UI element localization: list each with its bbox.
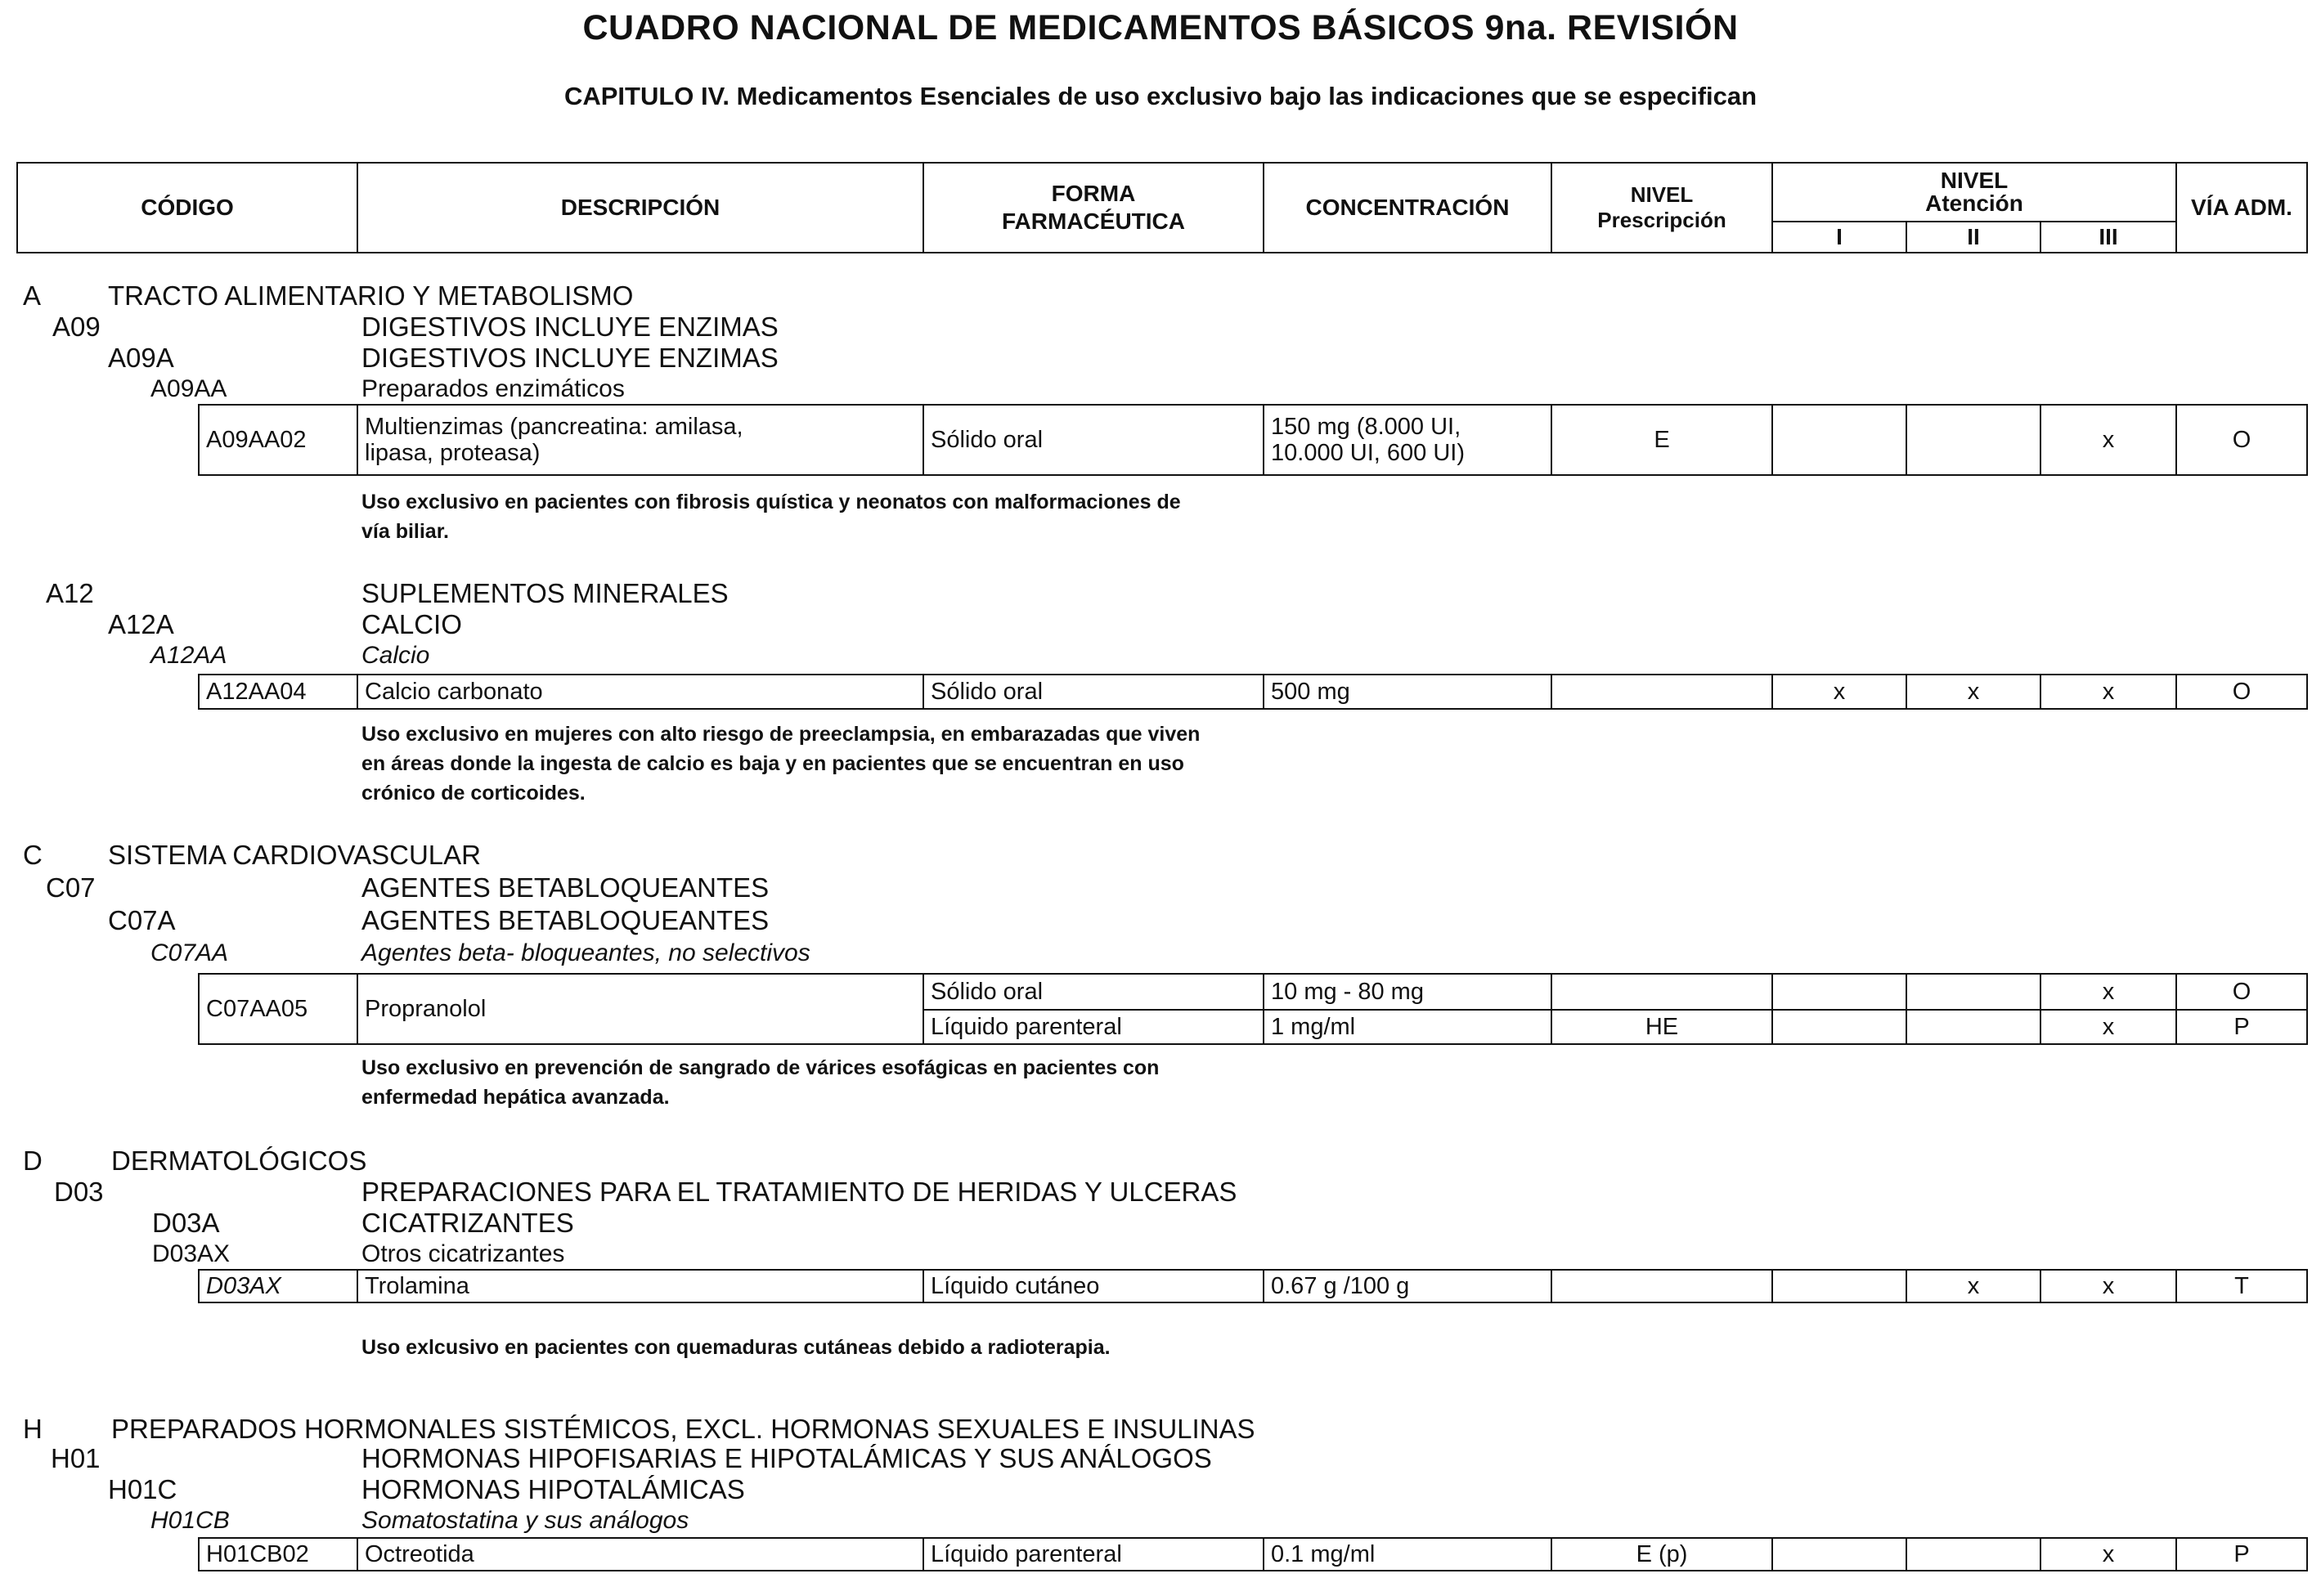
usage-note: enfermedad hepática avanzada. [361, 1086, 670, 1109]
row-via: P [2175, 1537, 2308, 1571]
row-description-line2: lipasa, proteasa) [365, 440, 541, 466]
row-concentracion: 0.1 mg/ml [1263, 1537, 1552, 1571]
subgroup-name: AGENTES BETABLOQUEANTES [361, 905, 770, 935]
chemical-code: C07AA [150, 939, 229, 966]
row-via: P [2175, 1009, 2308, 1045]
row-level-iii: x [2040, 1269, 2177, 1303]
row-code: D03AX [198, 1269, 358, 1303]
row-level-ii: x [1906, 1269, 2041, 1303]
section-letter: D [23, 1145, 43, 1176]
row-level-iii: x [2040, 404, 2177, 476]
subgroup-code: A12A [108, 609, 174, 639]
row-code: A12AA04 [198, 674, 358, 710]
header-level-iii: III [2040, 221, 2177, 253]
subgroup-code: H01C [108, 1474, 177, 1504]
usage-note: crónico de corticoides. [361, 782, 586, 805]
group-code: D03 [54, 1177, 104, 1207]
chemical-code: H01CB [150, 1507, 230, 1534]
group-name: PREPARACIONES PARA EL TRATAMIENTO DE HERIDAS Y ULCERAS [361, 1177, 1237, 1207]
header-forma-line2: FARMACÉUTICA [1002, 208, 1185, 234]
row-description [357, 404, 924, 476]
row-concentracion [1263, 404, 1552, 476]
subgroup-name: HORMONAS HIPOTALÁMICAS [361, 1474, 745, 1504]
row-level-i [1771, 1537, 1907, 1571]
row-level-i [1771, 404, 1907, 476]
group-code: C07 [46, 872, 96, 903]
group-name: DIGESTIVOS INCLUYE ENZIMAS [361, 312, 779, 342]
subgroup-code: A09A [108, 343, 174, 373]
row-prescripcion: E [1551, 404, 1773, 476]
group-code: H01 [51, 1443, 101, 1473]
row-level-iii: x [2040, 1009, 2177, 1045]
row-level-i [1771, 1269, 1907, 1303]
row-forma: Sólido oral [923, 674, 1264, 710]
row-description: Octreotida [357, 1537, 924, 1571]
header-nivel-presc-line1: NIVEL [1630, 182, 1694, 207]
group-name: AGENTES BETABLOQUEANTES [361, 872, 770, 903]
row-code: H01CB02 [198, 1537, 358, 1571]
header-nivel-at-line1: NIVEL [1940, 168, 2009, 193]
header-level-ii: II [1906, 221, 2041, 253]
section-name: TRACTO ALIMENTARIO Y METABOLISMO [108, 280, 634, 311]
subgroup-name: CALCIO [361, 609, 462, 639]
usage-note: vía biliar. [361, 520, 450, 543]
chapter-subtitle: CAPITULO IV. Medicamentos Esenciales de uso exclusivo bajo las indicaciones que se especifican [563, 82, 1758, 110]
row-prescripcion: E (p) [1551, 1537, 1773, 1571]
header-forma [923, 162, 1264, 253]
row-concentracion-line1: 150 mg (8.000 UI, [1271, 414, 1461, 440]
header-nivel-presc-line2: Prescripción [1597, 208, 1726, 232]
row-prescripcion [1551, 674, 1773, 710]
chemical-code: A09AA [150, 375, 227, 402]
subgroup-code: C07A [108, 905, 176, 935]
usage-note: Uso exclusivo en mujeres con alto riesgo de preeclampsia, en embarazadas que viven [361, 723, 1201, 746]
section-name: SISTEMA CARDIOVASCULAR [108, 840, 481, 870]
usage-note: Uso exclusivo en pacientes con fibrosis quística y neonatos con malformaciones de [361, 491, 1181, 513]
row-level-ii [1906, 1009, 2041, 1045]
header-concentracion: CONCENTRACIÓN [1263, 162, 1552, 253]
header-nivel-at-line2: Atención [1925, 191, 2023, 216]
row-concentracion: 500 mg [1263, 674, 1552, 710]
row-level-i [1771, 973, 1907, 1011]
header-level-i: I [1771, 221, 1907, 253]
chemical-code: D03AX [152, 1240, 231, 1267]
row-prescripcion: HE [1551, 1009, 1773, 1045]
subgroup-code: D03A [152, 1208, 220, 1238]
group-name: HORMONAS HIPOFISARIAS E HIPOTALÁMICAS Y SUS ANÁLOGOS [361, 1443, 1212, 1473]
subgroup-name: DIGESTIVOS INCLUYE ENZIMAS [361, 343, 779, 373]
row-level-i: x [1771, 674, 1907, 710]
section-name: PREPARADOS HORMONALES SISTÉMICOS, EXCL. HORMONAS SEXUALES E INSULINAS [111, 1414, 1255, 1444]
row-prescripcion [1551, 1269, 1773, 1303]
row-via: O [2175, 674, 2308, 710]
header-nivel-atencion [1771, 162, 2177, 222]
chemical-name: Calcio [361, 642, 430, 669]
group-code: A12 [46, 578, 94, 608]
row-concentracion-line2: 10.000 UI, 600 UI) [1271, 440, 1465, 466]
group-name: SUPLEMENTOS MINERALES [361, 578, 729, 608]
header-forma-line1: FORMA [1051, 181, 1136, 207]
chemical-name: Somatostatina y sus análogos [361, 1507, 689, 1534]
subgroup-name: CICATRIZANTES [361, 1208, 574, 1238]
row-level-iii: x [2040, 674, 2177, 710]
usage-note: en áreas donde la ingesta de calcio es baja y en pacientes que se encuentran en uso [361, 752, 1184, 775]
usage-note: Uso exclusivo en prevención de sangrado de várices esofágicas en pacientes con [361, 1056, 1160, 1079]
header-descripcion: DESCRIPCIÓN [357, 162, 924, 253]
row-level-ii [1906, 1537, 2041, 1571]
section-letter: H [23, 1414, 43, 1444]
row-level-i [1771, 1009, 1907, 1045]
section-name: DERMATOLÓGICOS [111, 1145, 367, 1176]
row-forma: Sólido oral [923, 973, 1264, 1011]
row-level-iii: x [2040, 973, 2177, 1011]
section-letter: A [23, 280, 42, 311]
header-via: VÍA ADM. [2175, 162, 2308, 253]
row-concentracion: 1 mg/ml [1263, 1009, 1552, 1045]
row-via: T [2175, 1269, 2308, 1303]
row-concentracion: 0.67 g /100 g [1263, 1269, 1552, 1303]
row-via: O [2175, 404, 2308, 476]
row-description: Calcio carbonato [357, 674, 924, 710]
row-level-iii: x [2040, 1537, 2177, 1571]
section-letter: C [23, 840, 43, 870]
page-title: CUADRO NACIONAL DE MEDICAMENTOS BÁSICOS 9na. REVISIÓN [582, 8, 1739, 47]
header-codigo: CÓDIGO [16, 162, 358, 253]
row-prescripcion [1551, 973, 1773, 1011]
group-code: A09 [52, 312, 101, 342]
usage-note: Uso exlcusivo en pacientes con quemaduras cutáneas debido a radioterapia. [361, 1336, 1111, 1359]
row-forma: Líquido cutáneo [923, 1269, 1264, 1303]
row-level-ii: x [1906, 674, 2041, 710]
row-via: O [2175, 973, 2308, 1011]
row-code: C07AA05 [198, 973, 358, 1045]
row-level-ii [1906, 404, 2041, 476]
row-level-ii [1906, 973, 2041, 1011]
row-forma: Líquido parenteral [923, 1009, 1264, 1045]
row-concentracion: 10 mg - 80 mg [1263, 973, 1552, 1011]
row-forma: Líquido parenteral [923, 1537, 1264, 1571]
header-nivel-prescripcion [1551, 162, 1773, 253]
row-description-line1: Multienzimas (pancreatina: amilasa, [365, 414, 743, 440]
chemical-name: Preparados enzimáticos [361, 375, 625, 402]
chemical-code: A12AA [150, 642, 227, 669]
chemical-name: Otros cicatrizantes [361, 1240, 565, 1267]
row-forma: Sólido oral [923, 404, 1264, 476]
chemical-name: Agentes beta- bloqueantes, no selectivos [361, 939, 810, 966]
row-code: A09AA02 [198, 404, 358, 476]
row-description: Propranolol [357, 973, 924, 1045]
row-description: Trolamina [357, 1269, 924, 1303]
